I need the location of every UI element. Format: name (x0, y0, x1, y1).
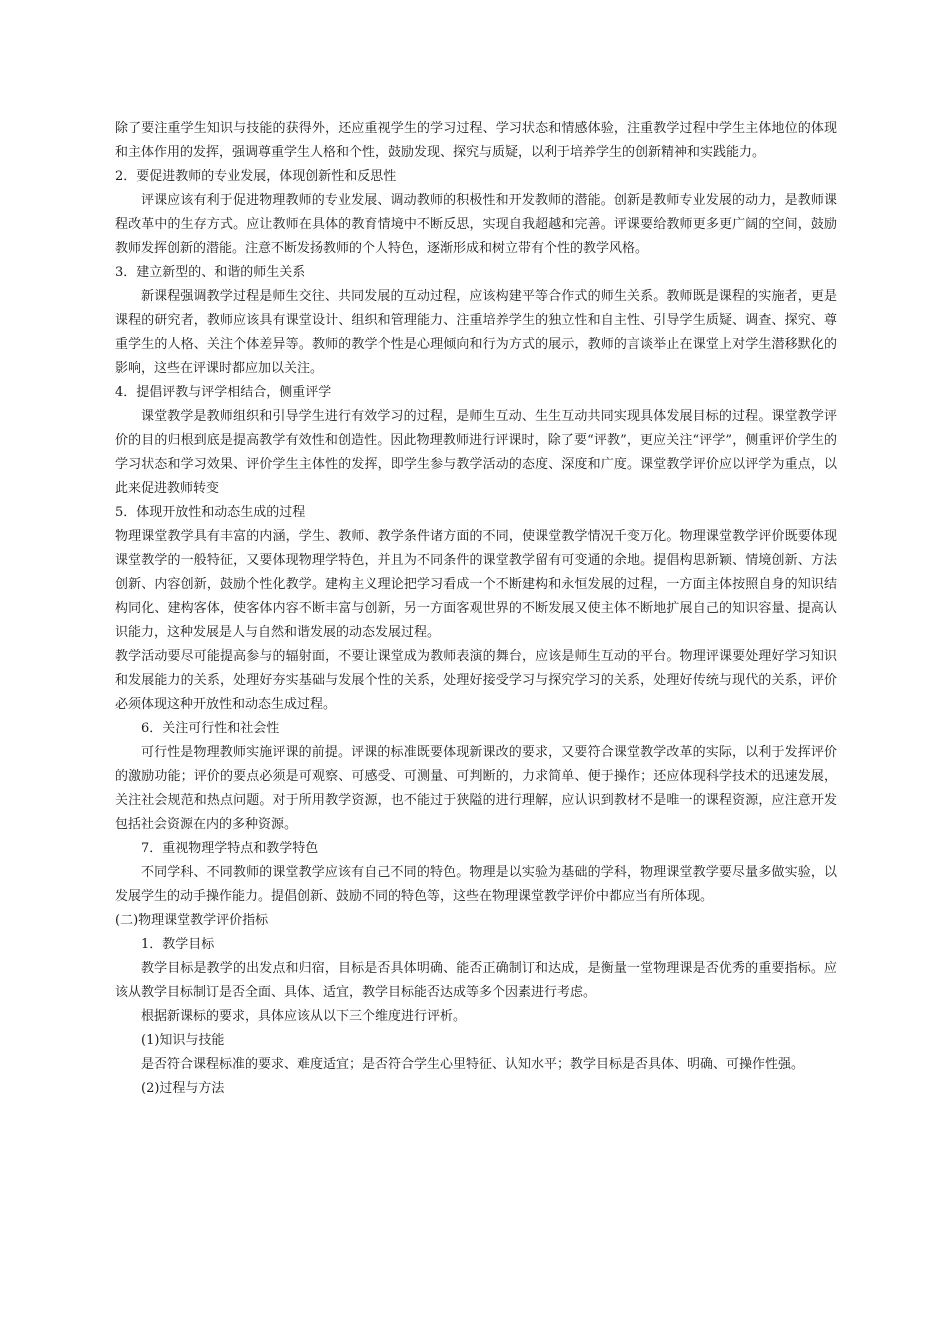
paragraph-evaluate-learning: 课堂教学是教师组织和引导学生进行有效学习的过程，是师生互动、生生互动共同实现具体发展目标的过程。课堂教学评价的目的归根到底是提高教学有效性和创造性。因此物理教师进行评课时，除了要“评教”，更应关注“评学”，侧重评价学生的学习状态和学习效果、评价学生主体性的发挥，即学生参与教学活动的态度、深度和广度。课堂教学评价应以评学为重点，以此来促进教师转变 (115, 409, 837, 496)
section-heading-4: 4．提倡评教与评学相结合，侧重评学 (115, 385, 332, 400)
paragraph-teacher-development: 评课应该有利于促进物理教师的专业发展、调动教师的积极性和开发教师的潜能。创新是教师专业发展的动力，是教师课程改革中的生存方式。应让教师在具体的教育情境中不断反思，实现自我超越和完善。评课要给教师更多更广阔的空间，鼓励教师发挥创新的潜能。注意不断发扬教师的个人特色，逐渐形成和树立带有个性的教学风格。 (115, 193, 837, 256)
paragraph-teacher-student-relation: 新课程强调教学过程是师生交往、共同发展的互动过程，应该构建平等合作式的师生关系。教师既是课程的实施者，更是课程的研究者，教师应该具有课堂设计、组织和管理能力、注重培养学生的独立性和自主性、引导学生质疑、调查、探究、尊重学生的人格、关注个体差异等。教师的教学个性是心理倾向和行为方式的展示，教师的言谈举止在课堂上对学生潜移默化的影响，这些在评课时都应加以关注。 (115, 289, 837, 376)
section-heading-3: 3．建立新型的、和谐的师生关系 (115, 265, 306, 280)
paragraph-teaching-goals: 教学目标是教学的出发点和归宿，目标是否具体明确、能否正确制订和达成，是衡量一堂物理课是否优秀的重要指标。应该从教学目标制订是否全面、具体、适宜，教学目标能否达成等多个因素进行考虑。 (115, 961, 837, 1000)
paragraph-teaching-activity: 教学活动要尽可能提高参与的辐射面，不要让课堂成为教师表演的舞台，应该是师生互动的平台。物理评课要处理好学习知识和发展能力的关系，处理好夯实基础与发展个性的关系，处理好接受学习与探究学习的关系，处理好传统与现代的关系，评价必须体现这种开放性和动态生成过程。 (115, 649, 837, 712)
section-heading-5: 5．体现开放性和动态生成的过程 (115, 505, 306, 520)
item-heading-process-methods: (2)过程与方法 (141, 1081, 225, 1096)
item-heading-knowledge-skills: (1)知识与技能 (141, 1033, 225, 1048)
paragraph-openness: 物理课堂教学具有丰富的内涵，学生、教师、教学条件诸方面的不同，使课堂教学情况千变万化。物理课堂教学评价既要体现课堂教学的一般特征，又要体现物理学特色，并且为不同条件的课堂教学留有可变通的余地。提倡构思新颖、情境创新、方法创新、内容创新，鼓励个性化教学。建构主义理论把学习看成一个不断建构和永恒发展的过程，一方面主体按照自身的知识结构同化、建构客体，使客体内容不断丰富与创新，另一方面客观世界的不断发展又使主体不断地扩展自己的知识容量、提高认识能力，这种发展是人与自然和谐发展的动态发展过程。 (115, 529, 837, 640)
section-heading-2: 2．要促进教师的专业发展，体现创新性和反思性 (115, 169, 397, 184)
paragraph-physics-features: 不同学科、不同教师的课堂教学应该有自己不同的特色。物理是以实验为基础的学科，物理课堂教学要尽量多做实验，以发展学生的动手操作能力。提倡创新、鼓励不同的特色等，这些在物理课堂教学评价中都应当有所体现。 (115, 865, 837, 904)
paragraph-feasibility: 可行性是物理教师实施评课的前提。评课的标准既要体现新课改的要求，又要符合课堂教学改革的实际，以利于发挥评价的激励功能；评价的要点必须是可观察、可感受、可测量、可判断的，力求简单、便于操作；还应体现科学技术的迅速发展，关注社会规范和热点问题。对于所用教学资源，也不能过于狭隘的进行理解，应认识到教材不是唯一的课程资源，应注意开发包括社会资源在内的多种资源。 (115, 745, 837, 832)
paragraph-intro-continuation: 除了要注重学生知识与技能的获得外，还应重视学生的学习过程、学习状态和情感体验，注重教学过程中学生主体地位的体现和主体作用的发挥，强调尊重学生人格和个性，鼓励发现、探究与质疑，以利于培养学生的创新精神和实践能力。 (115, 121, 837, 160)
section-heading-6: 6．关注可行性和社会性 (141, 721, 280, 736)
paragraph-three-dimensions: 根据新课标的要求，具体应该从以下三个维度进行评析。 (141, 1009, 467, 1024)
subsection-heading-teaching-goals: 1．教学目标 (141, 937, 215, 952)
part-heading-evaluation-indicators: (二)物理课堂教学评价指标 (115, 913, 269, 928)
section-heading-7: 7．重视物理学特点和教学特色 (141, 841, 319, 856)
paragraph-knowledge-skills: 是否符合课程标准的要求、难度适宜；是否符合学生心里特征、认知水平；教学目标是否具体、明确、可操作性强。 (141, 1057, 805, 1072)
document-page (115, 117, 837, 1101)
